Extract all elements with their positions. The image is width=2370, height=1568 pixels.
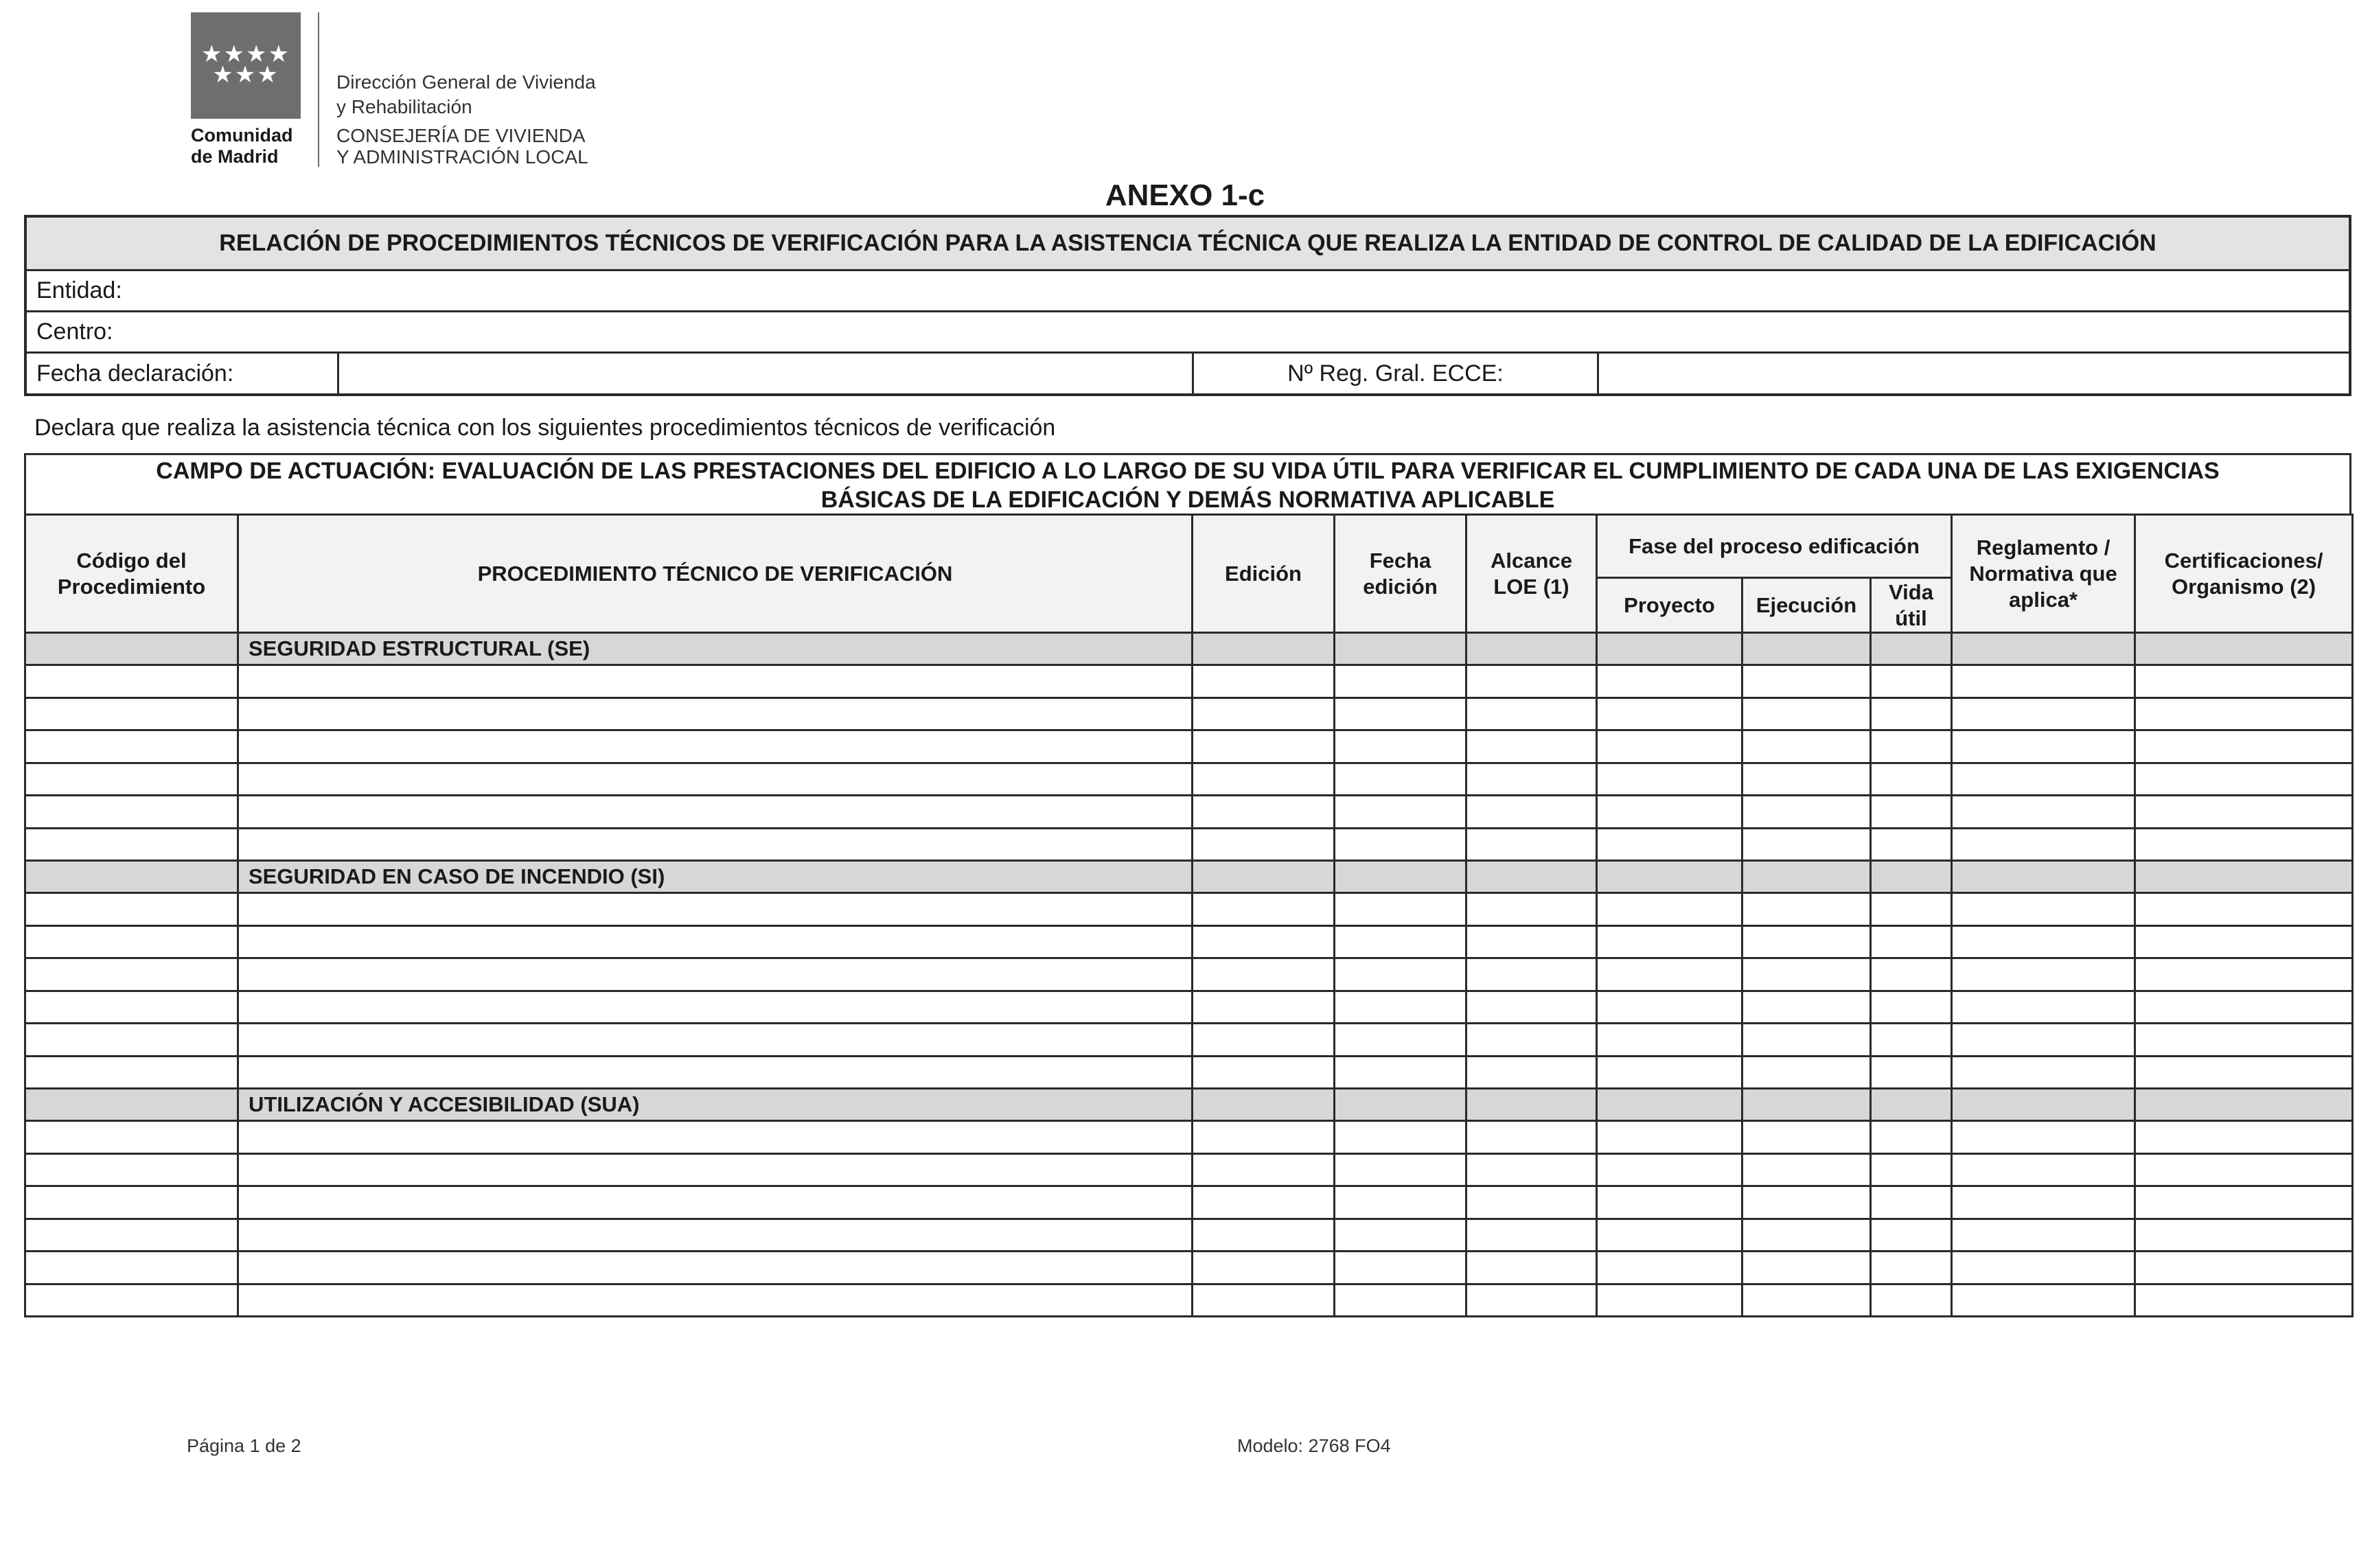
- col-proyecto: Proyecto: [1597, 578, 1742, 633]
- fecha-label: Fecha declaración:: [36, 360, 234, 387]
- table-cell[interactable]: [1466, 1153, 1597, 1186]
- table-cell[interactable]: [2135, 1186, 2353, 1219]
- col-alcance-l1: Alcance: [1491, 548, 1572, 573]
- table-cell[interactable]: [2135, 925, 2353, 958]
- campo-line-2: BÁSICAS DE LA EDIFICACIÓN Y DEMÁS NORMATIVA APLICABLE: [820, 487, 1555, 513]
- table-cell[interactable]: [1597, 1024, 1742, 1057]
- table-cell[interactable]: [1871, 1056, 1952, 1089]
- table-cell[interactable]: [1597, 1153, 1742, 1186]
- org-line-4: Y ADMINISTRACIÓN LOCAL: [336, 146, 588, 168]
- table-cell[interactable]: [2135, 1056, 2353, 1089]
- logo-text-2: de Madrid: [191, 146, 279, 167]
- table-cell[interactable]: [1742, 763, 1871, 796]
- section-cell: [1952, 1089, 2135, 1121]
- table-row: [25, 1056, 2353, 1089]
- table-cell[interactable]: [1335, 1252, 1466, 1284]
- table-cell[interactable]: [238, 1153, 1193, 1186]
- table-cell[interactable]: [2135, 1252, 2353, 1284]
- section-cell: [25, 861, 238, 893]
- table-cell[interactable]: [1597, 893, 1742, 926]
- table-row: [25, 730, 2353, 763]
- col-codigo-l1: Código del: [76, 548, 187, 573]
- table-cell[interactable]: [1466, 665, 1597, 698]
- col-vida-util: [1871, 578, 1952, 633]
- table-cell[interactable]: [238, 665, 1193, 698]
- table-cell[interactable]: [1193, 763, 1335, 796]
- table-cell[interactable]: [1466, 1024, 1597, 1057]
- table-cell[interactable]: [1597, 1219, 1742, 1252]
- section-row: [25, 861, 2353, 893]
- table-cell[interactable]: [1193, 730, 1335, 763]
- org-line-3: CONSEJERÍA DE VIVIENDA: [336, 125, 586, 146]
- table-cell[interactable]: [1335, 1153, 1466, 1186]
- fecha-label-cell: [27, 354, 339, 393]
- col-reglamento-l1: Reglamento /: [1976, 535, 2110, 560]
- centro-row[interactable]: [27, 312, 2349, 354]
- table-cell[interactable]: [1193, 1284, 1335, 1317]
- section-cell: [1193, 861, 1335, 893]
- table-cell[interactable]: [1952, 1219, 2135, 1252]
- entity-info-table: [24, 215, 2351, 396]
- fecha-value-cell[interactable]: [339, 354, 1194, 393]
- table-cell[interactable]: [1742, 1219, 1871, 1252]
- table-cell[interactable]: [1466, 1219, 1597, 1252]
- table-cell[interactable]: [2135, 1219, 2353, 1252]
- table-row: [25, 828, 2353, 861]
- table-cell[interactable]: [25, 1121, 238, 1154]
- table-cell[interactable]: [1952, 925, 2135, 958]
- table-cell[interactable]: [1597, 1284, 1742, 1317]
- fecha-reg-row: [27, 354, 2349, 393]
- table-cell[interactable]: [1597, 697, 1742, 730]
- table-cell[interactable]: [1742, 796, 1871, 829]
- table-cell[interactable]: [1466, 697, 1597, 730]
- table-cell[interactable]: [1193, 991, 1335, 1024]
- section-label: SEGURIDAD ESTRUCTURAL (SE): [238, 633, 1193, 665]
- table-cell[interactable]: [1193, 665, 1335, 698]
- table-cell[interactable]: [1335, 893, 1466, 926]
- table-cell[interactable]: [1871, 1284, 1952, 1317]
- table-row: [25, 665, 2353, 698]
- table-cell[interactable]: [238, 730, 1193, 763]
- table-cell[interactable]: [1871, 958, 1952, 991]
- table-cell[interactable]: [1871, 1153, 1952, 1186]
- table-cell[interactable]: [2135, 1284, 2353, 1317]
- section-row: [25, 1089, 2353, 1121]
- section-cell: [1466, 633, 1597, 665]
- col-procedimiento: PROCEDIMIENTO TÉCNICO DE VERIFICACIÓN: [238, 515, 1193, 633]
- org-line-2: y Rehabilitación: [336, 96, 472, 117]
- table-row: [25, 1284, 2353, 1317]
- table-row: [25, 925, 2353, 958]
- section-cell: [1597, 1089, 1742, 1121]
- table-cell[interactable]: [1597, 1252, 1742, 1284]
- table-cell[interactable]: [1742, 1024, 1871, 1057]
- table-cell[interactable]: [238, 828, 1193, 861]
- logo-name: [191, 125, 308, 168]
- table-cell[interactable]: [1193, 796, 1335, 829]
- col-cert-l1: Certificaciones/: [2164, 548, 2323, 573]
- table-row: [25, 1153, 2353, 1186]
- table-cell[interactable]: [1466, 893, 1597, 926]
- col-alcance-l2: LOE (1): [1493, 574, 1569, 599]
- col-fecha-l2: edición: [1363, 574, 1438, 599]
- procedures-grid-body: [25, 633, 2353, 1317]
- table-row: [25, 763, 2353, 796]
- col-fecha: [1335, 515, 1466, 633]
- table-cell[interactable]: [1952, 1056, 2135, 1089]
- table-cell[interactable]: [238, 796, 1193, 829]
- table-cell[interactable]: [1742, 730, 1871, 763]
- table-cell[interactable]: [1335, 697, 1466, 730]
- col-alcance: [1466, 515, 1597, 633]
- section-cell: [1597, 633, 1742, 665]
- table-cell[interactable]: [1871, 1219, 1952, 1252]
- reg-label: Nº Reg. Gral. ECCE:: [1287, 360, 1504, 387]
- table-cell[interactable]: [25, 730, 238, 763]
- table-cell[interactable]: [1952, 697, 2135, 730]
- section-cell: [25, 633, 238, 665]
- table-cell[interactable]: [1466, 730, 1597, 763]
- table-cell[interactable]: [1952, 1252, 2135, 1284]
- section-cell: [1335, 861, 1466, 893]
- table-cell[interactable]: [25, 1284, 238, 1317]
- section-cell: [2135, 1089, 2353, 1121]
- table-cell[interactable]: [238, 1121, 1193, 1154]
- table-cell[interactable]: [1193, 1186, 1335, 1219]
- section-cell: [1952, 633, 2135, 665]
- section-cell: [25, 1089, 238, 1121]
- table-cell[interactable]: [1193, 925, 1335, 958]
- logo-text-1: Comunidad: [191, 125, 293, 146]
- section-cell: [2135, 633, 2353, 665]
- table-cell[interactable]: [25, 1024, 238, 1057]
- col-fase: Fase del proceso edificación: [1597, 515, 1952, 578]
- table-cell[interactable]: [238, 1024, 1193, 1057]
- table-cell[interactable]: [1335, 828, 1466, 861]
- campo-line-1: CAMPO DE ACTUACIÓN: EVALUACIÓN DE LAS PRESTACIONES DEL EDIFICIO A LO LARGO DE SU VIDA ÚTIL PARA VERIFICAR EL CUMPLIMIENTO DE CADA UNA DE LAS EXIGENCIAS: [156, 458, 2220, 484]
- table-cell[interactable]: [1871, 697, 1952, 730]
- table-cell[interactable]: [1193, 828, 1335, 861]
- table-cell[interactable]: [1871, 828, 1952, 861]
- section-cell: [1742, 1089, 1871, 1121]
- table-cell[interactable]: [25, 665, 238, 698]
- table-cell[interactable]: [2135, 958, 2353, 991]
- table-cell[interactable]: [1597, 763, 1742, 796]
- table-cell[interactable]: [1952, 1284, 2135, 1317]
- table-cell[interactable]: [1952, 991, 2135, 1024]
- table-cell[interactable]: [25, 1252, 238, 1284]
- table-cell[interactable]: [1952, 665, 2135, 698]
- campo-actuacion: [24, 453, 2351, 514]
- table-cell[interactable]: [1466, 1252, 1597, 1284]
- col-certificaciones: [2135, 515, 2353, 633]
- section-cell: [1871, 633, 1952, 665]
- table-cell[interactable]: [238, 763, 1193, 796]
- table-cell[interactable]: [1952, 1153, 2135, 1186]
- table-cell[interactable]: [1597, 958, 1742, 991]
- table-cell[interactable]: [1742, 1056, 1871, 1089]
- table-cell[interactable]: [1466, 1284, 1597, 1317]
- table-cell[interactable]: [1597, 925, 1742, 958]
- reg-value-cell[interactable]: [1599, 354, 2349, 393]
- section-row: [25, 633, 2353, 665]
- table-cell[interactable]: [2135, 1024, 2353, 1057]
- logo-stars-icon: ★★★★ ★★★: [201, 41, 290, 88]
- table-cell[interactable]: [1742, 893, 1871, 926]
- table-cell[interactable]: [1742, 958, 1871, 991]
- table-cell[interactable]: [2135, 796, 2353, 829]
- section-cell: [2135, 861, 2353, 893]
- table-cell[interactable]: [238, 697, 1193, 730]
- table-row: [25, 893, 2353, 926]
- table-cell[interactable]: [1742, 925, 1871, 958]
- table-cell[interactable]: [1466, 1121, 1597, 1154]
- reg-label-cell: [1194, 354, 1599, 393]
- table-cell[interactable]: [1466, 1056, 1597, 1089]
- table-cell[interactable]: [1742, 991, 1871, 1024]
- section-label: SEGURIDAD EN CASO DE INCENDIO (SI): [238, 861, 1193, 893]
- table-cell[interactable]: [1335, 1284, 1466, 1317]
- table-row: [25, 1219, 2353, 1252]
- table-cell[interactable]: [1742, 828, 1871, 861]
- table-row: [25, 1121, 2353, 1154]
- section-cell: [1193, 633, 1335, 665]
- table-row: [25, 1186, 2353, 1219]
- table-cell[interactable]: [25, 893, 238, 926]
- section-cell: [1335, 633, 1466, 665]
- table-cell[interactable]: [1466, 991, 1597, 1024]
- table-cell[interactable]: [1871, 1252, 1952, 1284]
- table-cell[interactable]: [1742, 1153, 1871, 1186]
- table-row: [25, 1252, 2353, 1284]
- table-cell[interactable]: [2135, 1121, 2353, 1154]
- col-codigo-l2: Procedimiento: [57, 574, 206, 599]
- table-cell[interactable]: [1952, 763, 2135, 796]
- procedures-grid: [24, 514, 2354, 1317]
- table-cell[interactable]: [2135, 763, 2353, 796]
- org-line-1: Dirección General de Vivienda: [336, 71, 596, 93]
- comunidad-madrid-logo: [191, 12, 301, 119]
- entidad-row[interactable]: [27, 271, 2349, 312]
- table-cell[interactable]: [25, 1186, 238, 1219]
- annex-title: ANEXO 1-c: [1105, 178, 1265, 212]
- table-cell[interactable]: [1952, 828, 2135, 861]
- table-cell[interactable]: [1952, 958, 2135, 991]
- col-reglamento-l2: Normativa que: [1969, 561, 2117, 586]
- table-cell[interactable]: [1466, 828, 1597, 861]
- table-cell[interactable]: [1871, 1186, 1952, 1219]
- table-cell[interactable]: [1193, 1252, 1335, 1284]
- section-cell: [1466, 861, 1597, 893]
- entidad-label: Entidad:: [36, 277, 122, 303]
- col-reglamento: [1952, 515, 2135, 633]
- col-cert-l2: Organismo (2): [2171, 574, 2316, 599]
- table-cell[interactable]: [2135, 730, 2353, 763]
- table-cell[interactable]: [1742, 1252, 1871, 1284]
- table-cell[interactable]: [1466, 1186, 1597, 1219]
- section-cell: [1742, 861, 1871, 893]
- table-cell[interactable]: [1742, 1121, 1871, 1154]
- table-cell[interactable]: [1871, 893, 1952, 926]
- table-cell[interactable]: [1466, 763, 1597, 796]
- table-cell[interactable]: [25, 796, 238, 829]
- table-cell[interactable]: [2135, 893, 2353, 926]
- table-cell[interactable]: [238, 1219, 1193, 1252]
- table-cell[interactable]: [1335, 958, 1466, 991]
- section-cell: [1871, 861, 1952, 893]
- procedures-table: [24, 453, 2351, 1317]
- table-cell[interactable]: [1193, 893, 1335, 926]
- table-cell[interactable]: [1597, 1186, 1742, 1219]
- table-row: [25, 991, 2353, 1024]
- table-cell[interactable]: [1193, 697, 1335, 730]
- centro-label: Centro:: [36, 319, 113, 345]
- table-cell[interactable]: [238, 1186, 1193, 1219]
- table-cell[interactable]: [1335, 991, 1466, 1024]
- section-cell: [1193, 1089, 1335, 1121]
- section-label: UTILIZACIÓN Y ACCESIBILIDAD (SUA): [238, 1089, 1193, 1121]
- table-row: [25, 958, 2353, 991]
- table-cell[interactable]: [1335, 1121, 1466, 1154]
- table-cell[interactable]: [1742, 1186, 1871, 1219]
- col-fecha-l1: Fecha: [1369, 548, 1431, 573]
- table-cell[interactable]: [2135, 665, 2353, 698]
- table-cell[interactable]: [25, 1219, 238, 1252]
- table-cell[interactable]: [1335, 796, 1466, 829]
- table-cell[interactable]: [1335, 763, 1466, 796]
- table-cell[interactable]: [2135, 697, 2353, 730]
- section-cell: [1871, 1089, 1952, 1121]
- table-cell[interactable]: [1466, 958, 1597, 991]
- table-cell[interactable]: [1871, 763, 1952, 796]
- table-cell[interactable]: [1466, 925, 1597, 958]
- table-cell[interactable]: [1871, 991, 1952, 1024]
- table-cell[interactable]: [1952, 796, 2135, 829]
- model-number: Modelo: 2768 FO4: [1237, 1436, 1391, 1456]
- table-cell[interactable]: [1742, 697, 1871, 730]
- logo-divider: [318, 12, 319, 167]
- table-cell[interactable]: [1597, 1121, 1742, 1154]
- table-cell[interactable]: [1335, 1186, 1466, 1219]
- section-cell: [1597, 861, 1742, 893]
- table-cell[interactable]: [1597, 828, 1742, 861]
- table-cell[interactable]: [238, 991, 1193, 1024]
- table-cell[interactable]: [1335, 1056, 1466, 1089]
- table-cell[interactable]: [1193, 1219, 1335, 1252]
- col-ejecucion: Ejecución: [1742, 578, 1871, 633]
- table-cell[interactable]: [1871, 796, 1952, 829]
- table-cell[interactable]: [1871, 925, 1952, 958]
- table-cell[interactable]: [25, 697, 238, 730]
- page-number: Página 1 de 2: [187, 1436, 301, 1456]
- table-row: [25, 796, 2353, 829]
- table-cell[interactable]: [1335, 1219, 1466, 1252]
- table-cell[interactable]: [238, 1284, 1193, 1317]
- section-cell: [1952, 861, 2135, 893]
- table-cell[interactable]: [1742, 1284, 1871, 1317]
- table-cell[interactable]: [1952, 730, 2135, 763]
- col-reglamento-l3: aplica*: [2009, 587, 2078, 612]
- table-cell[interactable]: [25, 1153, 238, 1186]
- col-codigo: [25, 515, 238, 633]
- table-cell[interactable]: [25, 958, 238, 991]
- col-vida-l2: útil: [1895, 606, 1927, 630]
- table-cell[interactable]: [1466, 796, 1597, 829]
- table-cell[interactable]: [25, 828, 238, 861]
- table-cell[interactable]: [1871, 1121, 1952, 1154]
- table-cell[interactable]: [1335, 665, 1466, 698]
- table-cell[interactable]: [1597, 991, 1742, 1024]
- table-cell[interactable]: [25, 925, 238, 958]
- table-cell[interactable]: [1952, 1024, 2135, 1057]
- table-cell[interactable]: [1597, 796, 1742, 829]
- table-cell[interactable]: [1193, 958, 1335, 991]
- table-cell[interactable]: [1952, 893, 2135, 926]
- table-cell[interactable]: [25, 991, 238, 1024]
- table-cell[interactable]: [1193, 1153, 1335, 1186]
- table-cell[interactable]: [2135, 991, 2353, 1024]
- table-cell[interactable]: [238, 1056, 1193, 1089]
- table-cell[interactable]: [1952, 1186, 2135, 1219]
- table-cell[interactable]: [1597, 665, 1742, 698]
- table-cell[interactable]: [238, 1252, 1193, 1284]
- table-cell[interactable]: [1335, 1024, 1466, 1057]
- table-cell[interactable]: [1952, 1121, 2135, 1154]
- table-cell[interactable]: [1597, 1056, 1742, 1089]
- section-cell: [1466, 1089, 1597, 1121]
- table-cell[interactable]: [1871, 730, 1952, 763]
- section-cell: [1742, 633, 1871, 665]
- table-cell[interactable]: [1597, 730, 1742, 763]
- table-cell[interactable]: [1193, 1024, 1335, 1057]
- table-cell[interactable]: [1335, 925, 1466, 958]
- table-cell[interactable]: [25, 763, 238, 796]
- table-cell[interactable]: [1871, 1024, 1952, 1057]
- table-cell[interactable]: [238, 925, 1193, 958]
- table-cell[interactable]: [25, 1056, 238, 1089]
- top-table-heading: RELACIÓN DE PROCEDIMIENTOS TÉCNICOS DE VERIFICACIÓN PARA LA ASISTENCIA TÉCNICA QUE REALIZA LA ENTIDAD DE CONTROL DE CALIDAD DE LA EDIFICACIÓN: [27, 218, 2349, 271]
- table-cell[interactable]: [1193, 1121, 1335, 1154]
- table-cell[interactable]: [238, 893, 1193, 926]
- table-cell[interactable]: [2135, 1153, 2353, 1186]
- col-edicion: Edición: [1193, 515, 1335, 633]
- section-cell: [1335, 1089, 1466, 1121]
- col-vida-l1: Vida: [1889, 579, 1933, 604]
- table-cell[interactable]: [1193, 1056, 1335, 1089]
- table-row: [25, 1024, 2353, 1057]
- table-cell[interactable]: [1335, 730, 1466, 763]
- table-cell[interactable]: [1871, 665, 1952, 698]
- declaration-text: Declara que realiza la asistencia técnica con los siguientes procedimientos técnicos de verificación: [34, 415, 1056, 441]
- table-row: [25, 697, 2353, 730]
- table-cell[interactable]: [2135, 828, 2353, 861]
- table-cell[interactable]: [1742, 665, 1871, 698]
- table-cell[interactable]: [238, 958, 1193, 991]
